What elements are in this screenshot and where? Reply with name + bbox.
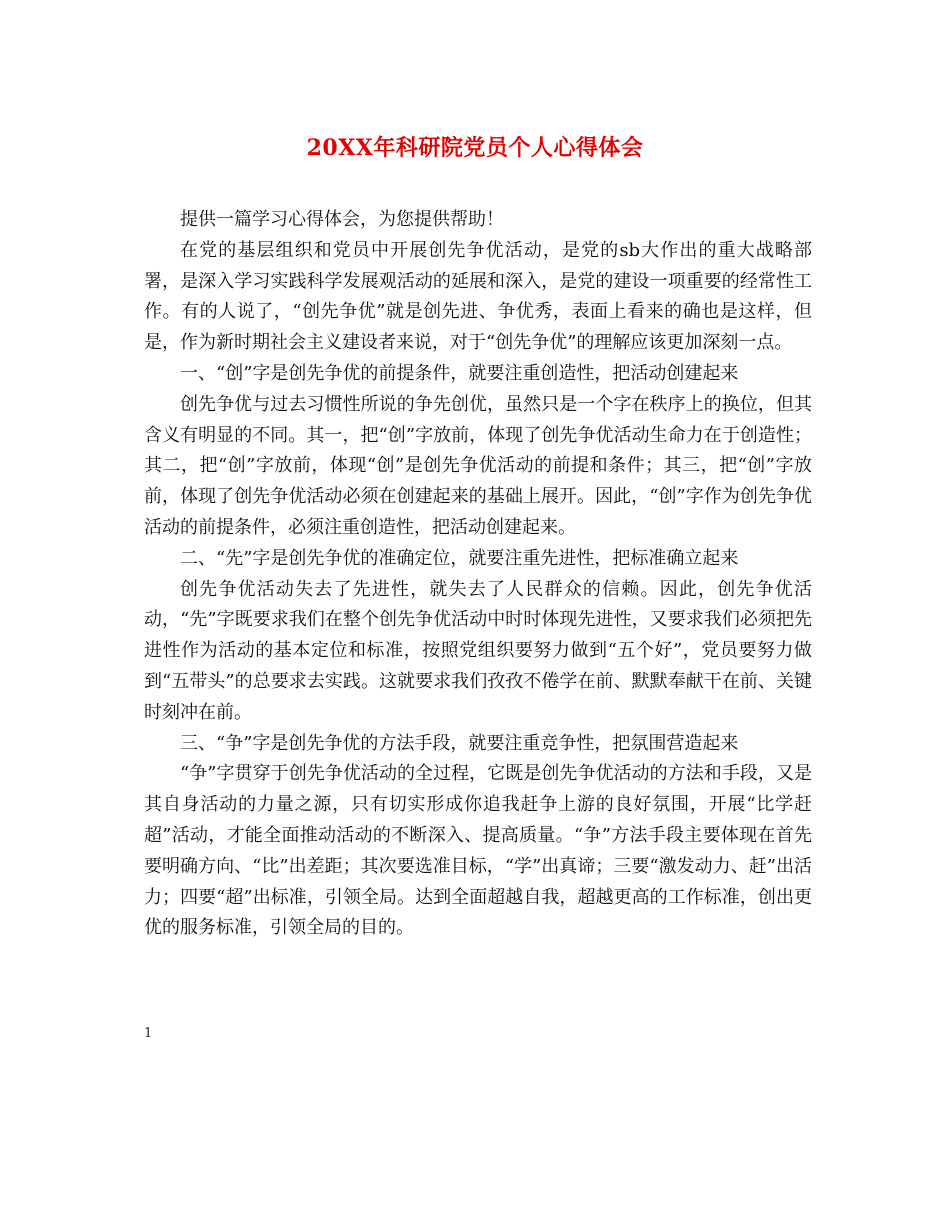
paragraph-section-2: 创先争优活动失去了先进性，就失去了人民群众的信赖。因此，创先争优活动，“先”字既要求我们在整个创先争优活动中时时体现先进性，又要求我们必须把先进性作为活动的基本定位和标准，按照党组织要努力做到“五个好”，党员要努力做到“五带头”的总要求去实践。这就要求我们孜孜不倦学在前、默默奉献干在前、关键时刻冲在前。 [144, 578, 812, 723]
document-body [144, 205, 812, 944]
paragraph-intro: 提供一篇学习心得体会，为您提供帮助！ [180, 209, 504, 230]
page-number: 1 [144, 1026, 153, 1041]
section-heading-2: 二、“先”字是创先争优的准确定位，就要注重先进性，把标准确立起来 [180, 547, 739, 569]
paragraph-background: 在党的基层组织和党员中开展创先争优活动，是党的sb大作出的重大战略部署，是深入学习实践科学发展观活动的延展和深入，是党的建设一项重要的经常性工作。有的人说了，“创先争优”就是创先进、争优秀，表面上看来的确也是这样，但是，作为新时期社会主义建设者来说，对于“创先争优”的理解应该更加深刻一点。 [144, 239, 812, 354]
section-heading-1: 一、“创”字是创先争优的前提条件，就要注重创造性，把活动创建起来 [180, 362, 739, 384]
paragraph-section-3: “争”字贯穿于创先争优活动的全过程，它既是创先争优活动的方法和手段，又是其自身活动的力量之源，只有切实形成你追我赶争上游的良好氛围，开展“比学赶超”活动，才能全面推动活动的不断深入、提高质量。“争”方法手段主要体现在首先要明确方向、“比”出差距；其次要选准目标，“学”出真谛；三要“激发动力、赶”出活力；四要“超”出标准，引领全局。达到全面超越自我，超越更高的工作标准，创出更优的服务标准，引领全局的目的。 [144, 763, 812, 939]
document-title: 20XX年科研院党员个人心得体会 [306, 135, 644, 161]
section-heading-3: 三、“争”字是创先争优的方法手段，就要注重竞争性，把氛围营造起来 [180, 732, 739, 754]
paragraph-section-1: 创先争优与过去习惯性所说的争先创优，虽然只是一个字在秩序上的换位，但其含义有明显的不同。其一，把“创”字放前，体现了创先争优活动生命力在于创造性；其二，把“创”字放前，体现“创”是创先争优活动的前提和条件；其三，把“创”字放前，体现了创先争优活动必须在创建起来的基础上展开。因此，“创”字作为创先争优活动的前提条件，必须注重创造性，把活动创建起来。 [144, 393, 812, 538]
